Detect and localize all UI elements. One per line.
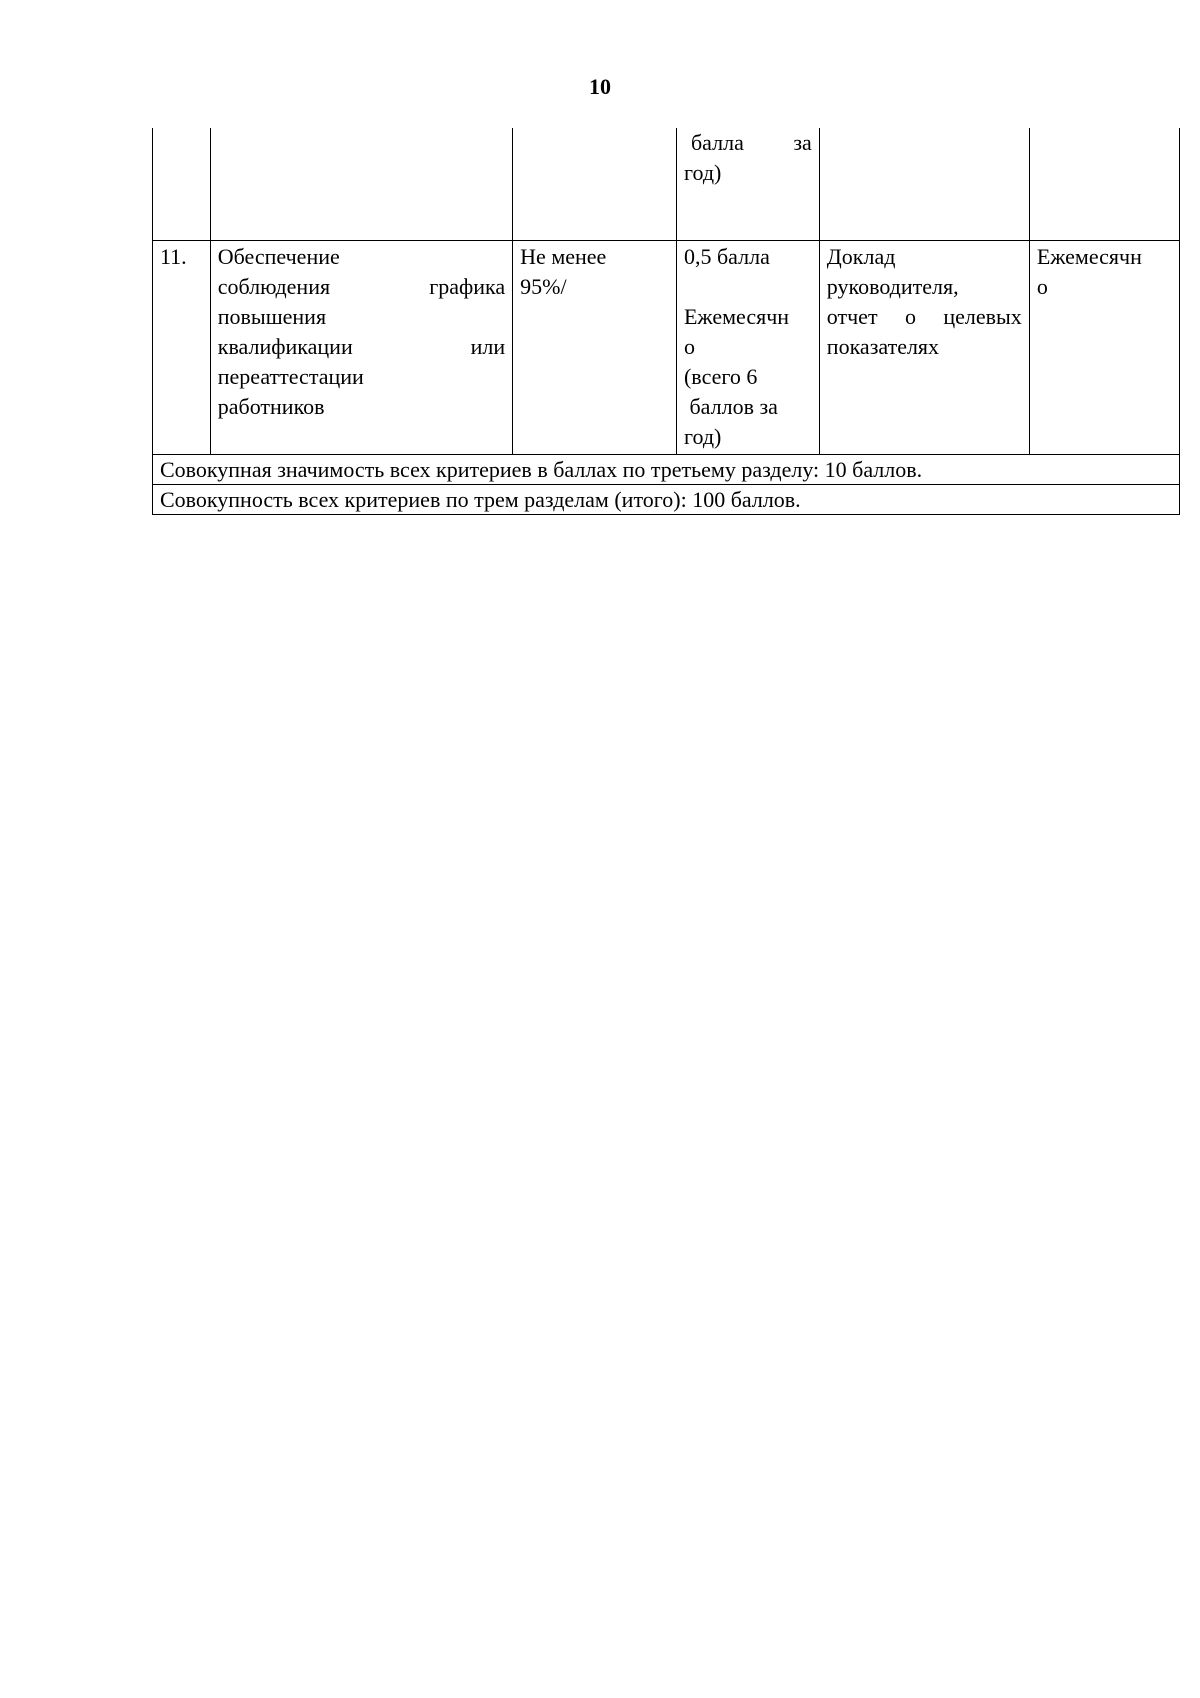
points-line-5: (всего 6: [683, 364, 758, 389]
table-row-11: [153, 241, 1180, 455]
cell-indicator: [513, 241, 677, 455]
points-fragment-line-2: год): [683, 160, 722, 185]
criterion-word: графика: [429, 274, 506, 299]
report-word: о: [904, 304, 916, 329]
criterion-word: или: [470, 334, 506, 359]
criterion-word: квалификации: [217, 334, 353, 359]
table-row-continuation: [153, 128, 1180, 241]
table-row-total-all: [153, 485, 1180, 515]
points-line-1: 0,5 балла: [683, 244, 770, 269]
report-word: отчет: [826, 304, 878, 329]
criterion-line-2: [218, 272, 505, 302]
cell-report: [819, 241, 1029, 455]
cell-points: [676, 241, 819, 455]
cell-indicator-cont: [513, 128, 677, 241]
cell-number: 11.: [153, 241, 211, 455]
criterion-line-1: Обеспечение: [217, 244, 340, 269]
cell-criterion-cont: [210, 128, 512, 241]
cell-number-cont: [153, 128, 211, 241]
total-section3-text: Совокупная значимость всех критериев в баллах по третьему разделу: 10 баллов.: [153, 455, 1180, 485]
cell-report-cont: [819, 128, 1029, 241]
criteria-table: [152, 128, 1180, 515]
cell-points-cont: [676, 128, 819, 241]
criterion-word: соблюдения: [217, 274, 331, 299]
criterion-line-3: повышения: [217, 304, 327, 329]
cell-frequency: [1029, 241, 1179, 455]
frequency-line-2: о: [1036, 274, 1048, 299]
total-all-text: Совокупность всех критериев по трем разделам (итого): 100 баллов.: [153, 485, 1180, 515]
criterion-line-6: работников: [217, 394, 325, 419]
points-fragment-right: за: [793, 130, 812, 155]
table-row-total-section3: [153, 455, 1180, 485]
points-line-7: год): [683, 424, 722, 449]
criterion-line-5: переаттестации: [217, 364, 364, 389]
points-fragment-line-1: [684, 128, 812, 158]
points-line-6: баллов за: [683, 394, 778, 419]
points-line-2: [684, 272, 812, 302]
cell-frequency-cont: [1029, 128, 1179, 241]
report-line-3: [827, 302, 1022, 332]
cell-criterion: [210, 241, 512, 455]
report-word: целевых: [943, 304, 1022, 329]
page-number: 10: [589, 74, 611, 99]
points-line-4: о: [683, 334, 695, 359]
points-fragment-left: балла: [690, 130, 744, 155]
criterion-line-4: [218, 332, 505, 362]
indicator-line-2: 95%/: [520, 274, 567, 299]
report-line-1: Доклад: [826, 244, 896, 269]
report-line-2: руководителя,: [826, 274, 959, 299]
report-line-4: показателях: [826, 334, 940, 359]
frequency-line-1: Ежемесячн: [1036, 244, 1142, 269]
indicator-line-1: Не менее: [520, 244, 607, 269]
points-line-3: Ежемесячн: [683, 304, 790, 329]
